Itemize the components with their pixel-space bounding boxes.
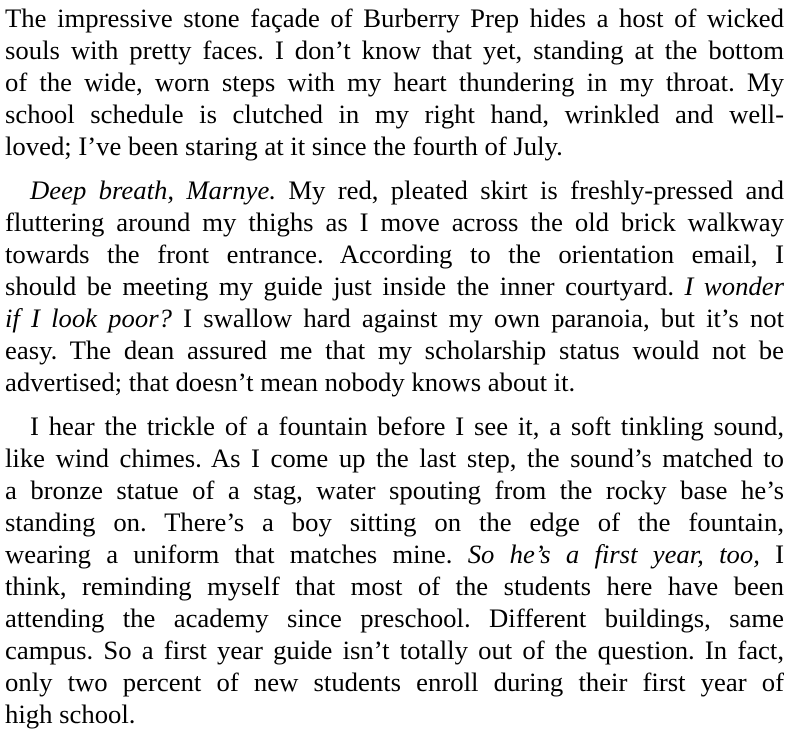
text-line: The impressive stone façade of Burberry Prep hides a host of wicked bbox=[5, 3, 784, 33]
text-line: advertised; that doesn’t mean nobody knows about it. bbox=[5, 367, 576, 397]
text-line: standing on. There’s a boy sitting on the edge of the fountain, bbox=[5, 507, 784, 537]
text-run-italic: So he’s a first year, too, bbox=[467, 539, 760, 569]
text-line: school schedule is clutched in my right hand, wrinkled and well- bbox=[5, 99, 784, 129]
text-line: think, reminding myself that most of the students here have been bbox=[5, 571, 784, 601]
text-line: attending the academy since preschool. Different buildings, same bbox=[5, 603, 784, 633]
text-line: like wind chimes. As I come up the last step, the sound’s matched to bbox=[5, 443, 784, 473]
text-line: towards the front entrance. According to the orientation email, I bbox=[5, 239, 784, 269]
text-run: I swallow hard against my own paranoia, but it’s not bbox=[171, 303, 784, 333]
text-line: souls with pretty faces. I don’t know that yet, standing at the bottom bbox=[5, 35, 784, 65]
paragraph-1 bbox=[5, 2, 784, 162]
text-line: of the wide, worn steps with my heart thundering in my throat. My bbox=[5, 67, 784, 97]
text-line: only two percent of new students enroll during their first year of bbox=[5, 667, 784, 697]
paragraph-3 bbox=[5, 410, 784, 730]
text-line: a bronze statue of a stag, water spouting from the rocky base he’s bbox=[5, 475, 784, 505]
text-run-italic: if I look poor? bbox=[5, 303, 172, 333]
text-line bbox=[5, 174, 784, 206]
text-run-italic: I wonder bbox=[684, 271, 784, 301]
text-line: I hear the trickle of a fountain before I see it, a soft tinkling sound, bbox=[30, 411, 784, 441]
text-line bbox=[5, 538, 784, 570]
text-run: I bbox=[759, 539, 784, 569]
text-line bbox=[5, 270, 784, 302]
text-line: high school. bbox=[5, 699, 136, 729]
text-line: campus. So a first year guide isn’t totally out of the question. In fact, bbox=[5, 635, 784, 665]
text-run: My red, pleated skirt is freshly-pressed and bbox=[276, 175, 784, 205]
paragraph-2 bbox=[5, 174, 784, 398]
text-run-italic: Deep breath, Marnye. bbox=[30, 175, 276, 205]
text-line bbox=[5, 302, 784, 334]
text-line: fluttering around my thighs as I move across the old brick walkway bbox=[5, 207, 784, 237]
text-line: easy. The dean assured me that my scholarship status would not be bbox=[5, 335, 784, 365]
text-run: wearing a uniform that matches mine. bbox=[5, 539, 468, 569]
text-run: should be meeting my guide just inside the inner courtyard. bbox=[5, 271, 685, 301]
text-line: loved; I’ve been staring at it since the fourth of July. bbox=[5, 131, 563, 161]
